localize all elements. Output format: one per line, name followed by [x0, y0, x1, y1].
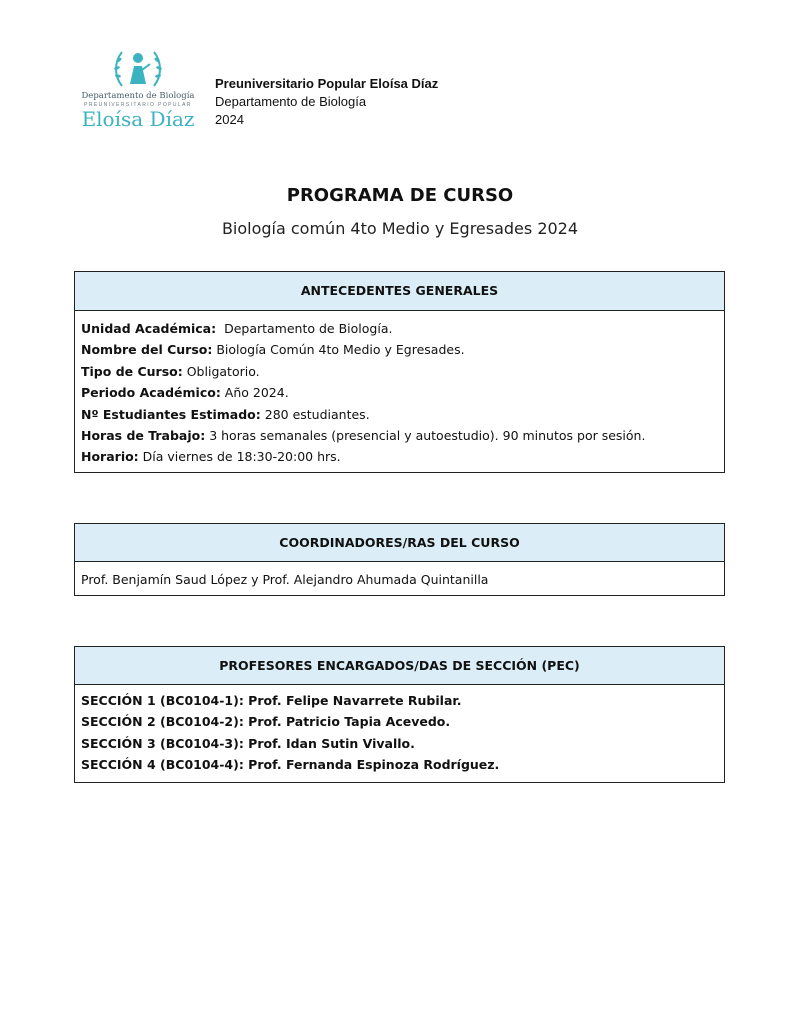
header-department: Departamento de Biología: [215, 94, 367, 109]
antecedentes-generales-box: [74, 271, 725, 473]
coordinadores-heading: COORDINADORES/RAS DEL CURSO: [75, 524, 724, 562]
info-row: [81, 361, 718, 382]
antecedentes-body: [75, 311, 724, 475]
profesores-heading: PROFESORES ENCARGADOS/DAS DE SECCIÓN (PEC): [75, 647, 724, 685]
info-label: Periodo Académico:: [81, 385, 221, 401]
page-title: PROGRAMA DE CURSO: [286, 185, 514, 206]
logo-subtitle-text: PREUNIVERSITARIO POPULAR: [84, 102, 192, 108]
page-subtitle: Biología común 4to Medio y Egresades 2024: [221, 219, 579, 238]
header-organization: Preuniversitario Popular Eloísa Díaz: [215, 76, 439, 91]
antecedentes-heading: ANTECEDENTES GENERALES: [75, 272, 724, 311]
info-label: Tipo de Curso:: [81, 363, 183, 379]
section-row: SECCIÓN 4 (BC0104-4): Prof. Fernanda Espinoza Rodríguez.: [81, 757, 500, 773]
info-value: Año 2024.: [220, 385, 289, 401]
laurel-figure-icon: [112, 46, 164, 90]
info-label: Nombre del Curso:: [81, 342, 213, 358]
info-row: [81, 446, 718, 467]
info-value: Biología Común 4to Medio y Egresades.: [212, 342, 465, 358]
info-label: Unidad Académica:: [81, 321, 217, 336]
logo-name-text: Eloísa Díaz: [81, 107, 195, 131]
section-row: SECCIÓN 1 (BC0104-1): Prof. Felipe Navarrete Rubilar.: [81, 693, 462, 708]
info-row: [81, 404, 718, 425]
coordinadores-text: Prof. Benjamín Saud López y Prof. Alejandro Ahumada Quintanilla: [81, 572, 489, 587]
info-row: [81, 382, 718, 403]
header-year: 2024: [215, 112, 244, 127]
department-logo: [74, 46, 202, 134]
info-row: [81, 318, 718, 339]
info-value: Obligatorio.: [182, 363, 260, 379]
profesores-box: [74, 646, 725, 783]
document-header: [215, 75, 438, 129]
info-value: Departamento de Biología.: [216, 321, 393, 336]
section-row: SECCIÓN 3 (BC0104-3): Prof. Idan Sutin Vivallo.: [81, 735, 415, 751]
info-row: [81, 339, 718, 360]
info-value: 280 estudiantes.: [260, 406, 370, 422]
section-row: SECCIÓN 2 (BC0104-2): Prof. Patricio Tapia Acevedo.: [81, 714, 451, 730]
logo-department-text: Departamento de Biología: [81, 91, 195, 101]
info-value: 3 horas semanales (presencial y autoestudio). 90 minutos por sesión.: [205, 428, 646, 444]
info-label: Horas de Trabajo:: [81, 428, 206, 444]
info-value: Día viernes de 18:30-20:00 hrs.: [138, 449, 341, 465]
info-label: Horario:: [81, 449, 139, 465]
info-label: Nº Estudiantes Estimado:: [81, 406, 261, 422]
profesores-body: [75, 685, 724, 781]
info-row: [81, 425, 718, 446]
coordinadores-box: [74, 523, 725, 596]
